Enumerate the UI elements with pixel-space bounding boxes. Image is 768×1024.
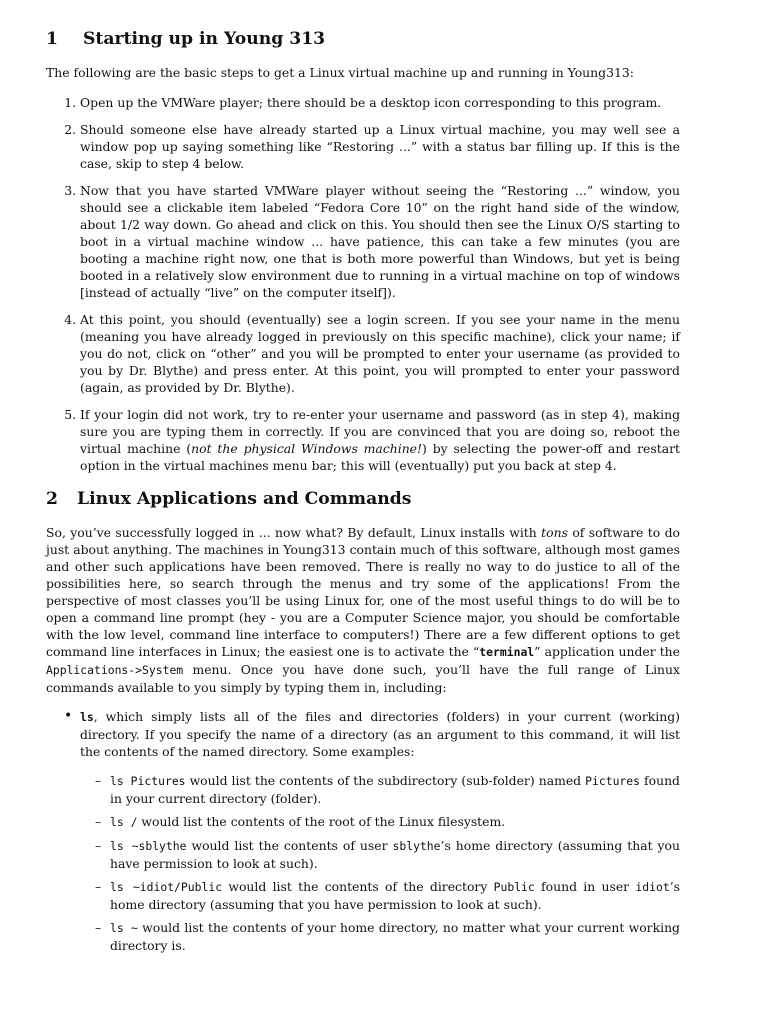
examples-list [80,772,680,954]
example-text: would list the contents of your home directory, no matter what your current working directory is. [110,920,680,953]
example-command: ls ~idiot/Public [110,880,223,894]
para-emphasis: tons [541,525,568,540]
step-text: If your login did not work, try to re-enter your username and password (as in step 4), making sure you are typing them in correctly. If you are convinced that you are doing so, reboot the virtual machine ( [80,407,680,456]
dash-mark: – [95,838,102,853]
example-command: ls Pictures [110,774,186,788]
inline-code: idiot [635,880,670,894]
section-number: 2 [46,489,58,509]
example-item [95,813,680,831]
step-item: 2. Should someone else have already started up a Linux virtual machine, you may well see a window pop up saying something like “Restoring ...” with a status bar filling up. If this is the case, skip to step 4 below. [80,121,680,172]
commands-list [46,708,680,954]
section-1-intro: The following are the basic steps to get a Linux virtual machine up and running in Young313: [46,65,634,80]
list-item [64,708,680,954]
example-text: would list the contents of user [186,838,393,853]
section-number: 1 [46,29,58,49]
example-text: would list the contents of the root of the Linux filesystem. [137,814,506,829]
section-title: Linux Applications and Commands [77,489,412,509]
para-text: of software to do just about anything. The machines in Young313 contain much of this software, although most games and other such applications have been removed. There is really no way to do justice to all of the possibilities here, so search through the menus and try some of the applications! From the perspective of most classes you’ll be using Linux for, one of the most useful things to do will be to open a command line prompt (hey - you are a Computer Science major, you should be comfortable with the low level, command line interface to computers!) There are a few different options to get command line interfaces in Linux; the easiest one is to activate the “ [46,525,680,659]
step-item: 3. Now that you have started VMWare player without seeing the “Restoring ...” window, you should see a clickable item labeled “Fedora Core 10” on the right hand side of the window, about 1/2 way down. Go ahead and click on this. You should then see the Linux O/S starting to boot in a virtual machine window ... have patience, this can take a few minutes (you are booting a machine right now, one that is both more powerful than Windows, but yet is being booted in a relatively slow environment due to running in a virtual machine on top of windows [instead of actually “live” on the computer itself]). [80,182,680,301]
bullet-mark: • [64,708,73,724]
section-title: Starting up in Young 313 [83,29,326,49]
inline-code: Pictures [585,774,641,788]
example-item [95,878,680,913]
startup-steps-list [46,94,680,474]
section-1-heading [46,28,680,50]
menu-path: Applications->System [46,663,184,677]
section-2-heading [46,488,680,510]
dash-mark: – [95,879,102,894]
para-text: ” application under the [534,644,681,659]
inline-code: sblythe [392,839,441,853]
para-text: So, you’ve successfully logged in ... now what? By default, Linux installs with [46,525,542,540]
step-item [80,406,680,474]
step-item: 4. At this point, you should (eventually) see a login screen. If you see your name in the menu (meaning you have already logged in previously on this specific machine), click your name; if you do not, click on “other” and you will be prompted to enter your username (as provided to you by Dr. Blythe) and press enter. At this point, you will prompted to enter your password (again, as provided by Dr. Blythe). [80,311,680,396]
example-text: ’s home directory (assuming that you have permission to look at such). [110,879,680,912]
list-item-text: , which simply lists all of the files and directories (folders) in your current (working) directory. If you specify the name of a directory (as an argument to this command, it will list the contents of the named directory. Some examples: [80,709,680,759]
dash-mark: – [95,920,102,935]
section-starting-up [46,28,680,474]
example-item [95,919,680,954]
inline-code: Public [493,880,535,894]
dash-mark: – [95,773,102,788]
dash-mark: – [95,814,102,829]
section-2-paragraph [46,524,680,696]
example-text: found in user [534,879,636,894]
example-text: found in your current directory (folder). [110,773,680,806]
section-linux-apps [46,488,680,954]
example-item [95,772,680,807]
example-item [95,837,680,872]
example-command: ls ~ [110,921,138,935]
step-emphasis: not the physical Windows machine! [191,441,422,456]
step-text: ) by selecting the power-off and restart option in the virtual machines menu bar; this will (eventually) put you back at step 4. [80,441,680,473]
example-text: would list the contents of the subdirectory (sub-folder) named [185,773,586,788]
step-item: 1. Open up the VMWare player; there should be a desktop icon corresponding to this program. [80,94,680,111]
example-text: would list the contents of the directory [222,879,494,894]
command-ls: ls [80,710,94,724]
terminal-app-name: terminal [479,645,535,659]
example-text: ’s home directory (assuming that you have permission to look at such). [110,838,680,871]
example-command: ls ~sblythe [110,839,187,853]
para-text: menu. Once you have done such, you’ll have the full range of Linux commands available to you simply by typing them in, including: [46,662,680,695]
example-command: ls / [110,815,138,829]
